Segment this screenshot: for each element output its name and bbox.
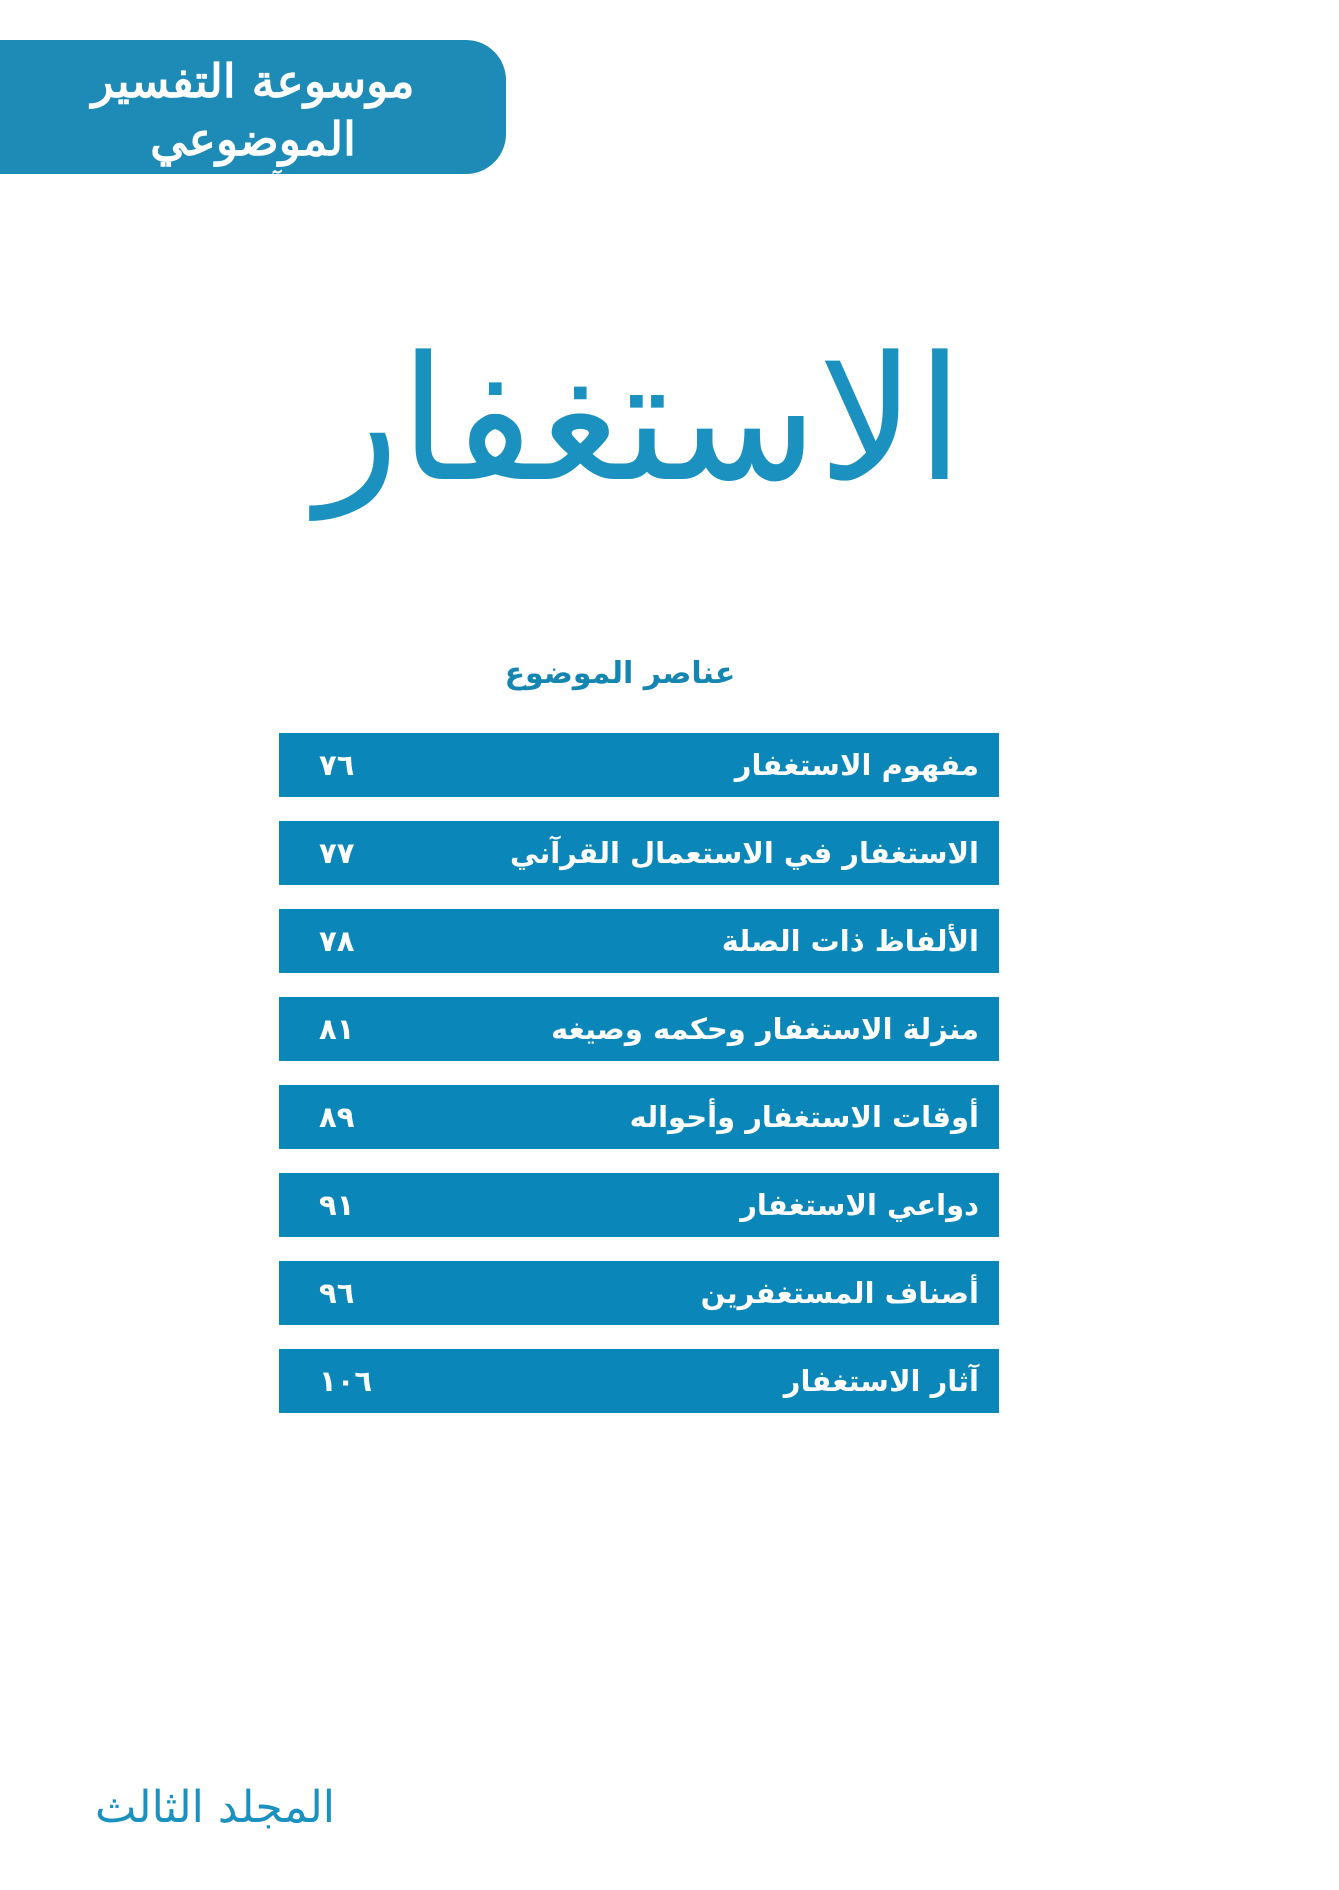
series-banner	[0, 40, 506, 199]
toc-item-page-number: ٩١	[319, 1188, 355, 1222]
toc-item[interactable]	[279, 1085, 999, 1149]
toc-item-page-number: ٩٦	[319, 1276, 355, 1310]
series-title: موسوعة التفسير الموضوعي	[91, 54, 415, 166]
toc-item-page-number: ٧٨	[319, 924, 355, 958]
toc-item-label: آثار الاستغفار	[783, 1364, 979, 1398]
series-subtitle: للقرآن الكريم	[184, 170, 322, 199]
toc-item-page-number: ٨٩	[319, 1100, 355, 1134]
toc-item-page-number: ١٠٦	[319, 1364, 373, 1398]
toc-item[interactable]	[279, 1173, 999, 1237]
toc-item-label: الألفاظ ذات الصلة	[721, 924, 979, 958]
toc-item-label: أصناف المستغفرين	[700, 1276, 979, 1310]
toc-item-page-number: ٧٧	[319, 836, 355, 870]
toc-item[interactable]	[279, 997, 999, 1061]
toc-item[interactable]	[279, 733, 999, 797]
toc-item-label: أوقات الاستغفار وأحواله	[629, 1100, 979, 1134]
toc-item-label: مفهوم الاستغفار	[734, 748, 979, 782]
toc-item-page-number: ٧٦	[319, 748, 355, 782]
toc-item[interactable]	[279, 909, 999, 973]
toc-item-page-number: ٨١	[319, 1012, 355, 1046]
main-title: الاستغفار	[316, 319, 964, 520]
toc-item-label: دواعي الاستغفار	[740, 1188, 979, 1222]
toc-list	[279, 733, 999, 1437]
toc-item-label: الاستغفار في الاستعمال القرآني	[510, 836, 979, 870]
toc-item-label: منزلة الاستغفار وحكمه وصيغه	[551, 1012, 979, 1046]
toc-item[interactable]	[279, 821, 999, 885]
volume-label: المجلد الثالث	[94, 1782, 335, 1833]
toc-item[interactable]	[279, 1349, 999, 1413]
toc-item[interactable]	[279, 1261, 999, 1325]
toc-heading: عناصر الموضوع	[504, 656, 736, 691]
